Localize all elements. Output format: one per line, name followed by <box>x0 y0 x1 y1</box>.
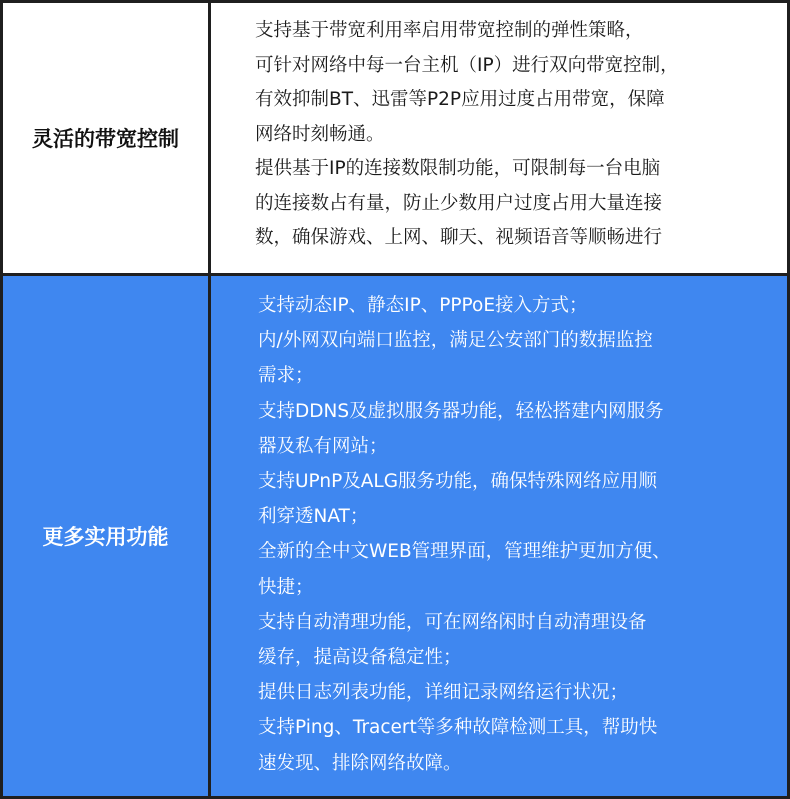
description-line: 提供基于IP的连接数限制功能，可限制每一台电脑 <box>255 158 661 179</box>
description-line: 需求； <box>258 365 314 387</box>
description-line: 利穿透NAT； <box>258 506 369 528</box>
description-line: 支持基于带宽利用率启用带宽控制的弹性策略， <box>255 20 644 41</box>
description-line: 全新的全中文WEB管理界面，管理维护更加方便、 <box>258 541 671 563</box>
description-line: 快捷； <box>258 576 314 598</box>
table-row-bandwidth-control <box>3 3 787 276</box>
description-line: 支持DDNS及虚拟服务器功能，轻松搭建内网服务 <box>258 400 664 422</box>
table-row-more-features <box>3 276 787 796</box>
description-line: 有效抑制BT、迅雷等P2P应用过度占用带宽，保障 <box>255 89 665 110</box>
row-content-more-features <box>211 276 787 796</box>
description-line: 缓存，提高设备稳定性； <box>258 647 462 669</box>
description-line: 支持UPnP及ALG服务功能，确保特殊网络应用顺 <box>258 471 658 493</box>
description-line: 可针对网络中每一台主机（IP）进行双向带宽控制， <box>255 54 679 76</box>
description-line: 数，确保游戏、上网、聊天、视频语音等顺畅进行 <box>255 227 663 248</box>
description-line: 支持Ping、Tracert等多种故障检测工具，帮助快 <box>258 717 658 739</box>
row-content-bandwidth-control <box>211 3 787 273</box>
description-line: 内/外网双向端口监控，满足公安部门的数据监控 <box>258 330 653 352</box>
description-line: 器及私有网站； <box>258 435 388 457</box>
description-lines <box>255 14 679 256</box>
description-lines <box>258 288 671 781</box>
description-line: 速发现、排除网络故障。 <box>258 752 462 774</box>
description-line: 提供日志列表功能，详细记录网络运行状况； <box>258 682 629 704</box>
row-label-bandwidth-control: 灵活的带宽控制 <box>3 3 211 273</box>
description-line: 支持动态IP、静态IP、PPPoE接入方式； <box>258 295 588 316</box>
row-label-more-features: 更多实用功能 <box>3 276 211 796</box>
description-line: 支持自动清理功能，可在网络闲时自动清理设备 <box>258 611 647 633</box>
description-line: 的连接数占有量，防止少数用户过度占用大量连接 <box>255 192 663 214</box>
description-line: 网络时刻畅通。 <box>255 123 385 145</box>
